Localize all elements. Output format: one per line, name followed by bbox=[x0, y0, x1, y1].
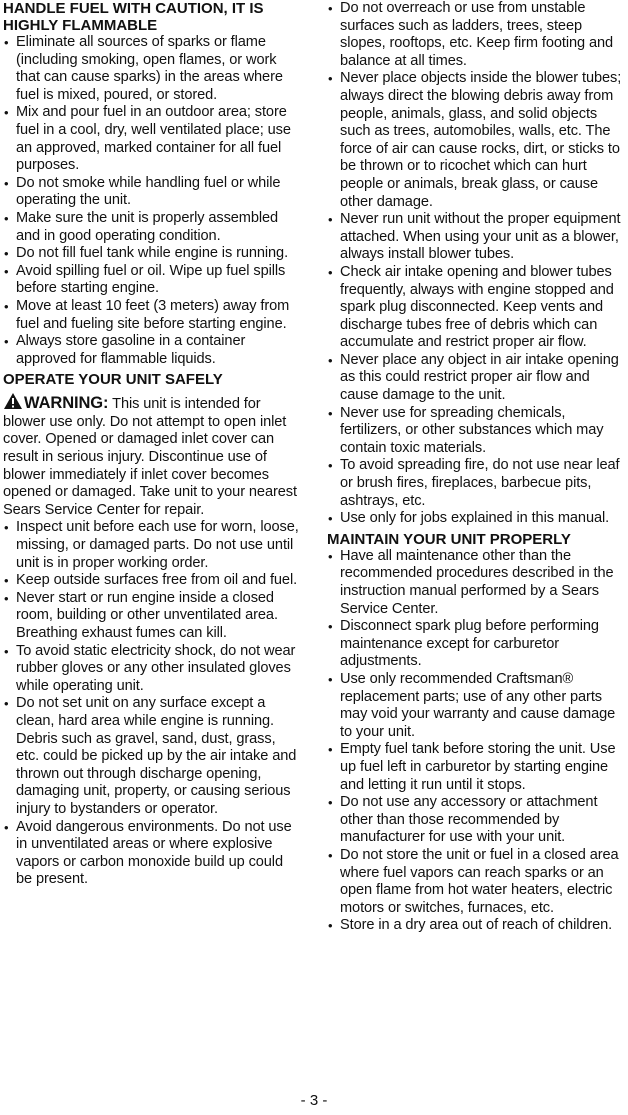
list-item bbox=[3, 298, 301, 333]
list-item bbox=[3, 819, 301, 889]
list-item-text: Make sure the unit is properly assembled and in good operating condition. bbox=[16, 209, 279, 244]
list-item-text: Store in a dry area out of reach of children. bbox=[340, 917, 613, 934]
warning-triangle-icon bbox=[3, 392, 23, 410]
list-item-text: Do not set unit on any surface except a clean, hard area while engine is running. Debris such as gravel, sand, dust, grass, etc. could be picked up by the air intake and thrown out through discharge opening, damaging unit, property, or causing serious injury to bystanders or operator. bbox=[16, 695, 297, 817]
list-item-text: Eliminate all sources of sparks or flame (including smoking, open flames, or work that can cause sparks) in the areas where fuel is mixed, poured, or stored. bbox=[16, 34, 283, 103]
list-item bbox=[327, 510, 625, 528]
list-item-text: Do not overreach or use from unstable surfaces such as ladders, trees, steep slopes, rooftops, etc. Keep firm footing and balance at all times. bbox=[340, 0, 614, 69]
list-item-text: Empty fuel tank before storing the unit. Use up fuel left in carburetor by starting engine and letting it run until it stops. bbox=[340, 741, 616, 793]
list-item-text: Do not fill fuel tank while engine is running. bbox=[16, 245, 289, 262]
list-item-text: Mix and pour fuel in an outdoor area; store fuel in a cool, dry, well ventilated place; use an approved, marked container for all fuel purposes. bbox=[16, 104, 291, 174]
list-item-text: To avoid spreading fire, do not use near leaf or brush fires, fireplaces, barbecue pits, ashtrays, etc. bbox=[340, 457, 620, 509]
bullet-icon: • bbox=[328, 847, 333, 863]
list-item bbox=[327, 671, 625, 741]
safe-list bbox=[3, 519, 301, 888]
list-item-text: Disconnect spark plug before performing maintenance except for carburetor adjustments. bbox=[340, 618, 599, 670]
bullet-icon: • bbox=[4, 105, 9, 121]
list-item bbox=[3, 263, 301, 298]
list-item-text: Do not use any accessory or attachment other than those recommended by manufacturer for use with your unit. bbox=[340, 794, 598, 846]
bullet-icon: • bbox=[328, 795, 333, 811]
list-item bbox=[327, 457, 625, 510]
list-item-text: Never use for spreading chemicals, fertilizers, or other substances which may contain toxic materials. bbox=[340, 404, 604, 456]
list-item bbox=[327, 847, 625, 917]
list-item bbox=[327, 405, 625, 458]
list-item bbox=[327, 0, 625, 70]
bullet-icon: • bbox=[4, 520, 9, 536]
list-item-text: Never start or run engine inside a closed room, building or other unventilated area. Breathing exhaust fumes can kill. bbox=[16, 589, 278, 641]
list-item-text: Check air intake opening and blower tubes frequently, always with engine stopped and spark plug disconnected. Keep vents and discharge tubes free of debris which can accumulate and restrict proper air flow. bbox=[340, 263, 614, 351]
list-item bbox=[3, 519, 301, 572]
list-item-text: Keep outside surfaces free from oil and fuel. bbox=[16, 572, 298, 589]
list-item bbox=[3, 590, 301, 643]
warning-label-group bbox=[3, 394, 108, 412]
page-number: - 3 - bbox=[300, 1092, 328, 1109]
bullet-icon: • bbox=[4, 696, 9, 712]
list-item-text: Move at least 10 feet (3 meters) away from fuel and fueling site before starting engine. bbox=[16, 297, 290, 332]
list-item-text: Inspect unit before each use for worn, loose, missing, or damaged parts. Do not use until unit is in proper working order. bbox=[16, 519, 299, 571]
list-item-text: Have all maintenance other than the recommended procedures described in the instruction manual performed by a Sears Service Center. bbox=[340, 547, 614, 617]
bullet-icon: • bbox=[328, 212, 333, 228]
bullet-icon: • bbox=[4, 298, 9, 314]
list-item-text: Never run unit without the proper equipment attached. When using your unit as a blower, always install blower tubes. bbox=[340, 211, 621, 263]
list-item-text: Always store gasoline in a container approved for flammable liquids. bbox=[16, 333, 246, 367]
list-item bbox=[327, 70, 625, 211]
bullet-icon: • bbox=[328, 71, 333, 87]
bullet-icon: • bbox=[328, 619, 333, 635]
bullet-icon: • bbox=[328, 742, 333, 758]
bullet-icon: • bbox=[4, 643, 9, 659]
list-item-text: Use only recommended Craftsman® replacement parts; use of any other parts may void your warranty and cause damage to your unit. bbox=[340, 670, 616, 740]
safe-list-continued bbox=[327, 0, 625, 528]
list-item bbox=[3, 210, 301, 245]
list-item bbox=[3, 572, 301, 590]
list-item bbox=[327, 741, 625, 794]
bullet-icon: • bbox=[4, 263, 9, 279]
list-item-text: Never place objects inside the blower tubes; always direct the blowing debris away from people, animals, glass, and solid objects such as trees, automobiles, walls, etc. The force of air can cause rocks, dirt, or sticks to be thrown or to ricochet which can hurt people or animals, break glass, or cause other damage. bbox=[340, 70, 622, 210]
bullet-icon: • bbox=[328, 671, 333, 687]
bullet-icon: • bbox=[4, 573, 9, 589]
bullet-icon: • bbox=[328, 548, 333, 564]
bullet-icon: • bbox=[328, 352, 333, 368]
maintain-heading: MAINTAIN YOUR UNIT PROPERLY bbox=[327, 530, 571, 548]
warning-label: WARNING: bbox=[24, 394, 109, 413]
list-item bbox=[327, 352, 625, 405]
list-item bbox=[3, 643, 301, 696]
list-item-text: Do not smoke while handling fuel or while operating the unit. bbox=[16, 174, 281, 209]
bullet-icon: • bbox=[328, 405, 333, 421]
bullet-icon: • bbox=[328, 1, 333, 16]
list-item-text: Use only for jobs explained in this manual. bbox=[340, 510, 610, 527]
list-item bbox=[327, 618, 625, 671]
fuel-list bbox=[3, 34, 301, 368]
list-item-text: Never place any object in air intake opening as this could restrict proper air flow and cause damage to the unit. bbox=[340, 351, 619, 404]
list-item bbox=[3, 175, 301, 210]
bullet-icon: • bbox=[328, 918, 333, 934]
bullet-icon: • bbox=[328, 264, 333, 280]
maintain-list bbox=[327, 548, 625, 935]
list-item bbox=[3, 34, 301, 104]
list-item-text: Avoid dangerous environments. Do not use in unventilated areas or where explosive vapors or carbon monoxide build up could be present. bbox=[16, 818, 292, 888]
bullet-icon: • bbox=[4, 590, 9, 606]
bullet-icon: • bbox=[4, 819, 9, 835]
warning-paragraph bbox=[3, 392, 301, 519]
safe-heading: OPERATE YOUR UNIT SAFELY bbox=[3, 371, 223, 389]
bullet-icon: • bbox=[4, 334, 9, 350]
fuel-heading: HANDLE FUEL WITH CAUTION, IT IS HIGHLY FLAMMABLE bbox=[3, 0, 264, 34]
list-item bbox=[3, 333, 301, 368]
left-column bbox=[3, 0, 301, 889]
warning-text: This unit is intended for blower use only. Do not attempt to open inlet cover. Opened or damaged inlet cover can result in serious injury. Discontinue use of blower immediately if inlet cover becomes opened or damaged. Take unit to your nearest Sears Service Center for repair. bbox=[3, 396, 297, 518]
bullet-icon: • bbox=[4, 175, 9, 191]
list-item bbox=[3, 695, 301, 818]
list-item bbox=[3, 245, 301, 263]
list-item bbox=[327, 264, 625, 352]
bullet-icon: • bbox=[328, 511, 333, 527]
right-column bbox=[327, 0, 625, 935]
bullet-icon: • bbox=[4, 210, 9, 226]
list-item bbox=[327, 211, 625, 264]
list-item bbox=[327, 548, 625, 618]
bullet-icon: • bbox=[328, 458, 333, 474]
list-item-text: Avoid spilling fuel or oil. Wipe up fuel spills before starting engine. bbox=[16, 262, 286, 297]
bullet-icon: • bbox=[4, 246, 9, 262]
list-item bbox=[327, 794, 625, 847]
list-item bbox=[327, 917, 625, 935]
list-item bbox=[3, 104, 301, 174]
list-item-text: Do not store the unit or fuel in a closed area where fuel vapors can reach sparks or an open flame from hot water heaters, electric motors or switches, furnaces, etc. bbox=[340, 846, 619, 916]
bullet-icon: • bbox=[4, 35, 9, 50]
list-item-text: To avoid static electricity shock, do not wear rubber gloves or any other insulated gloves while operating unit. bbox=[16, 642, 296, 694]
